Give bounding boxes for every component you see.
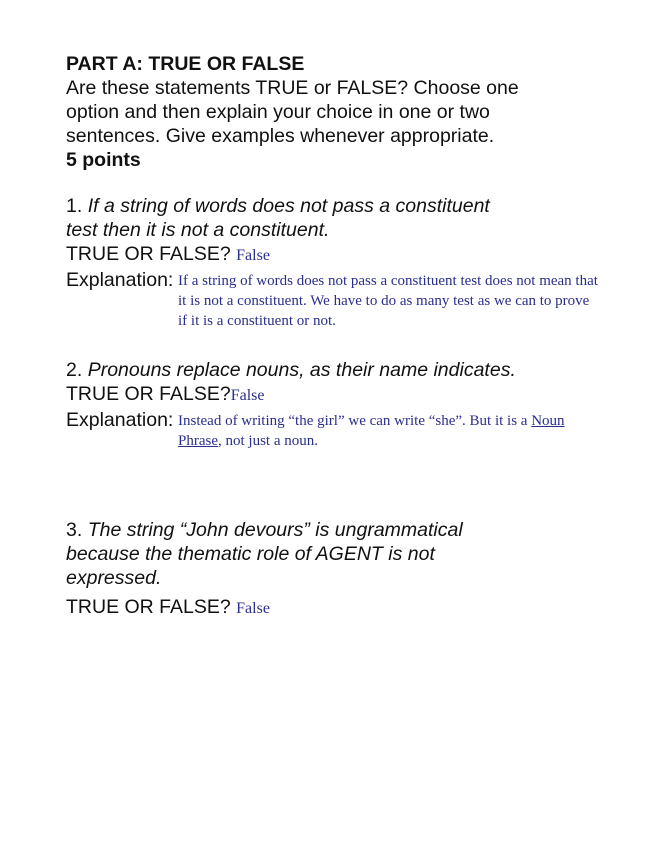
question-number: 2. — [66, 359, 83, 381]
instructions-text: Are these statements TRUE or FALSE? Choose one option and then explain your choice in one or two sentences. Give examples whenever appropriate. — [66, 77, 519, 147]
points-label: 5 points — [66, 149, 141, 171]
question-text — [66, 358, 526, 382]
true-false-line — [66, 595, 626, 621]
true-false-prompt: TRUE OR FALSE? — [66, 383, 231, 405]
question-statement: The string “John devours” is ungrammatical because the thematic role of AGENT is not expressed. — [66, 519, 463, 589]
explanation-label: Explanation: — [66, 269, 174, 291]
question-1 — [66, 194, 626, 329]
explanation-text — [178, 411, 598, 451]
underlined-term: Noun Phrase — [178, 413, 565, 449]
answer-text: False — [230, 387, 265, 404]
explanation-text-part: , not just a noun. — [218, 433, 318, 449]
true-false-prompt: TRUE OR FALSE? — [66, 596, 231, 618]
question-number: 3. — [66, 519, 83, 541]
explanation-label: Explanation: — [66, 409, 174, 431]
answer-text: False — [236, 600, 270, 617]
question-statement: If a string of words does not pass a constituent test then it is not a constituent. — [66, 195, 490, 241]
explanation-row — [66, 268, 626, 329]
explanation-text: If a string of words does not pass a constituent test does not mean that it is not a constituent. We have to do as many test as we can to prove if it is a constituent or not. — [178, 273, 598, 329]
question-3 — [66, 518, 626, 621]
question-number: 1. — [66, 195, 83, 217]
answer-text: False — [236, 247, 270, 264]
question-2 — [66, 358, 626, 449]
true-false-line — [66, 382, 626, 408]
section-heading: PART A: TRUE OR FALSE — [66, 53, 305, 75]
question-statement: Pronouns replace nouns, as their name indicates. — [87, 359, 516, 381]
question-text — [66, 194, 526, 242]
question-text — [66, 518, 526, 590]
section-header — [66, 52, 566, 172]
true-false-prompt: TRUE OR FALSE? — [66, 243, 231, 265]
true-false-line — [66, 242, 626, 268]
explanation-text-part: Instead of writing “the girl” we can write “she”. But it is a — [178, 413, 532, 429]
explanation-row — [66, 408, 626, 449]
